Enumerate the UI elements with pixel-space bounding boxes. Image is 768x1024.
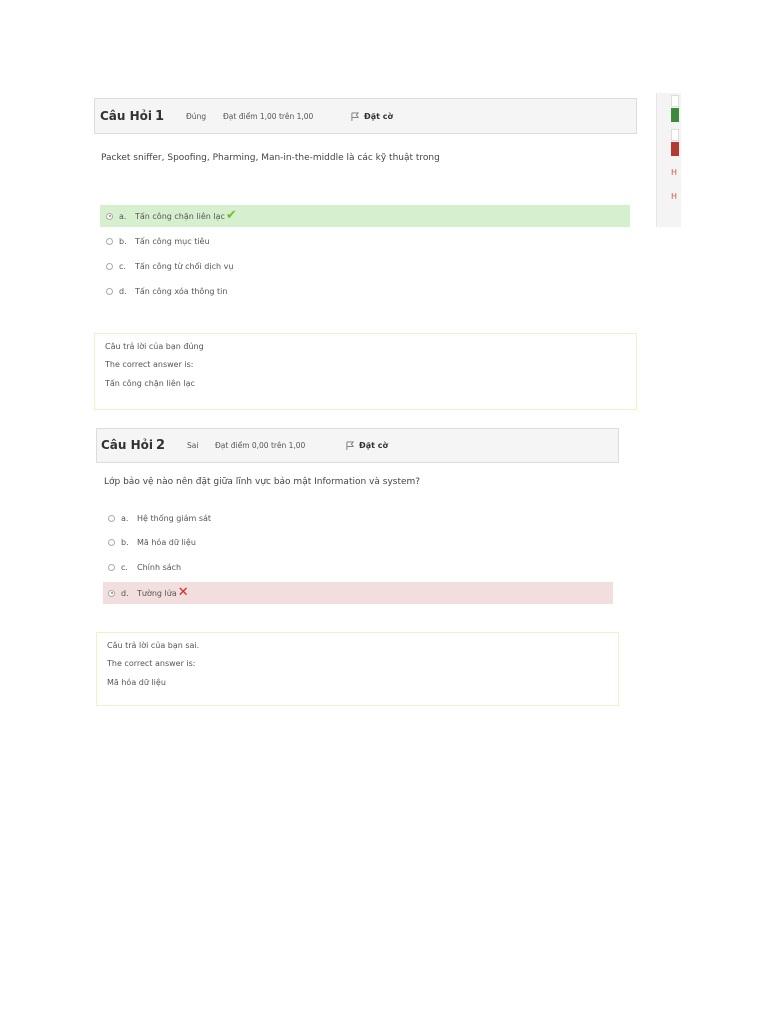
radio-button[interactable] — [106, 263, 113, 270]
flag-question-button[interactable] — [346, 441, 388, 450]
feedback-box — [96, 632, 619, 706]
question-state: Sai — [187, 441, 199, 450]
correct-answer-label: The correct answer is: — [107, 659, 196, 668]
nav-status-correct — [671, 108, 679, 122]
answer-option-a[interactable] — [100, 205, 630, 227]
check-icon: ✔ — [225, 208, 237, 223]
correct-answer-text: Mã hóa dữ liệu — [107, 678, 166, 687]
option-letter: c. — [121, 562, 128, 572]
question-text: Packet sniffer, Spoofing, Pharming, Man-in-the-middle là các kỹ thuật trong — [101, 153, 440, 163]
answer-option-d[interactable] — [100, 280, 630, 302]
question-number: 2 — [156, 438, 166, 453]
option-letter: a. — [121, 513, 129, 523]
question-state: Đúng — [186, 111, 207, 121]
answer-option-c[interactable] — [103, 556, 613, 578]
question-text: Lớp bảo vệ nào nên đặt giữa lĩnh vực bảo mật Information và system? — [104, 477, 421, 487]
question-grade: Đạt điểm 0,00 trên 1,00 — [215, 441, 306, 450]
flag-icon — [351, 112, 360, 121]
option-letter: b. — [121, 537, 129, 547]
quiz-navigation-panel — [656, 93, 681, 227]
option-text: Tấn công mục tiêu — [135, 236, 210, 246]
answer-option-a[interactable] — [103, 507, 613, 529]
question-2-header — [96, 428, 619, 463]
feedback-status: Câu trả lời của bạn đúng — [105, 342, 204, 351]
correct-answer-text: Tấn công chặn liên lạc — [105, 379, 195, 388]
radio-button[interactable] — [106, 213, 113, 220]
question-title-label: Câu Hỏi — [101, 438, 154, 452]
nav-link[interactable]: H — [671, 168, 678, 177]
option-text: Tấn công từ chối dịch vụ — [135, 261, 234, 271]
option-text: Tấn công chặn liên lạc — [135, 211, 225, 221]
option-text: Tường lửa — [137, 588, 177, 598]
option-letter: d. — [119, 286, 127, 296]
radio-button[interactable] — [106, 288, 113, 295]
question-number: 1 — [155, 108, 165, 124]
option-letter: d. — [121, 588, 129, 598]
option-letter: a. — [119, 211, 127, 221]
question-title — [100, 109, 186, 124]
radio-button[interactable] — [108, 564, 115, 571]
nav-question-1-button[interactable] — [671, 95, 679, 107]
question-title-label: Câu Hỏi — [100, 108, 153, 123]
option-letter: b. — [119, 236, 127, 246]
nav-link[interactable]: H — [671, 192, 678, 201]
option-text: Mã hóa dữ liệu — [137, 537, 196, 547]
correct-answer-label: The correct answer is: — [105, 360, 194, 369]
feedback-box — [94, 333, 637, 410]
answer-option-b[interactable] — [100, 230, 630, 252]
option-letter: c. — [119, 261, 126, 271]
answer-option-b[interactable] — [103, 531, 613, 553]
radio-button[interactable] — [106, 238, 113, 245]
question-grade: Đạt điểm 1,00 trên 1,00 — [223, 111, 314, 121]
radio-button[interactable] — [108, 590, 115, 597]
flag-label: Đặt cờ — [364, 111, 393, 121]
feedback-status: Câu trả lời của bạn sai. — [107, 641, 200, 650]
flag-icon — [346, 441, 355, 450]
radio-button[interactable] — [108, 515, 115, 522]
option-text: Tấn công xóa thông tin — [135, 286, 228, 296]
nav-question-2-button[interactable] — [671, 129, 679, 141]
option-text: Chính sách — [137, 562, 182, 572]
answer-option-c[interactable] — [100, 255, 630, 277]
question-title — [101, 438, 187, 453]
flag-label: Đặt cờ — [359, 441, 388, 450]
answer-option-d[interactable] — [103, 582, 613, 604]
question-1-header — [94, 98, 637, 134]
flag-question-button[interactable] — [351, 112, 393, 121]
option-text: Hệ thống giám sát — [137, 513, 212, 523]
cross-icon: ✕ — [177, 585, 189, 600]
radio-button[interactable] — [108, 539, 115, 546]
nav-status-incorrect — [671, 142, 679, 156]
